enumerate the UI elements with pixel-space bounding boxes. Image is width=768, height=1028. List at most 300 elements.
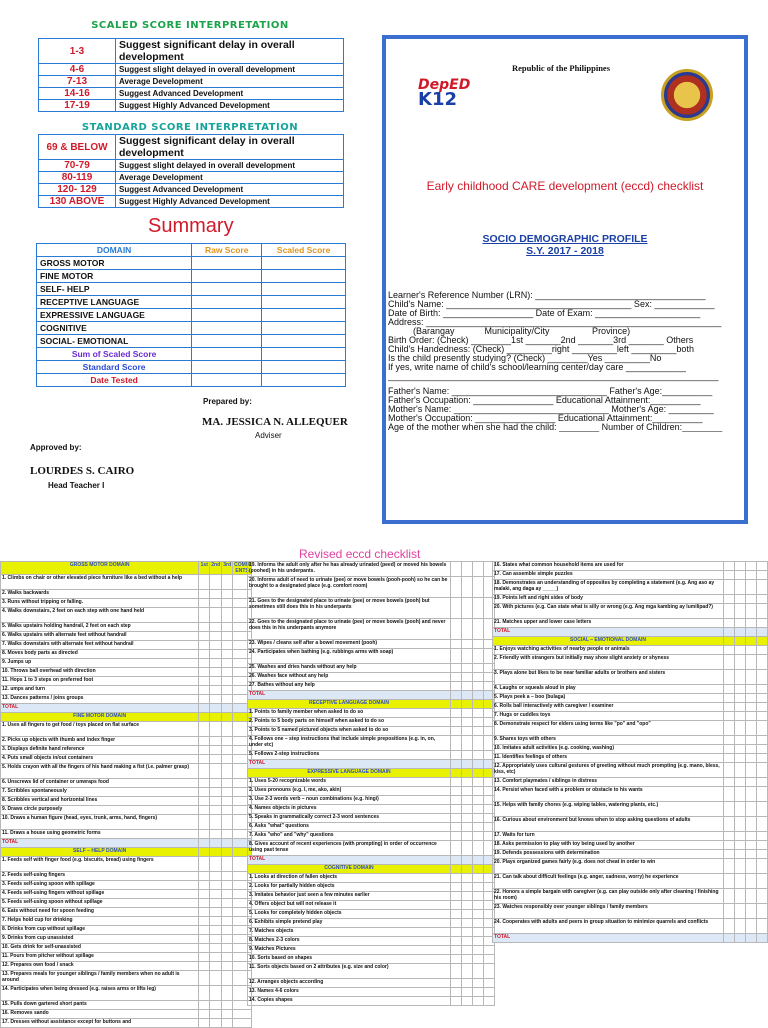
rating-cell[interactable] [451, 682, 462, 691]
rating-cell[interactable] [746, 841, 757, 850]
rating-cell[interactable] [462, 718, 473, 727]
rating-cell[interactable] [473, 727, 484, 736]
rating-cell[interactable] [473, 964, 484, 979]
rating-cell[interactable] [222, 953, 233, 962]
rating-cell[interactable] [724, 841, 735, 850]
rating-cell[interactable] [462, 874, 473, 883]
rating-cell[interactable] [735, 628, 746, 637]
rating-cell[interactable] [222, 623, 233, 632]
rating-cell[interactable] [724, 832, 735, 841]
profile-form-line[interactable]: Child's Name: _____________________________________ Sex: ____________ [388, 299, 715, 309]
rating-cell[interactable] [473, 874, 484, 883]
rating-cell[interactable] [462, 832, 473, 841]
rating-cell[interactable] [210, 1010, 222, 1019]
rating-cell[interactable] [222, 926, 233, 935]
rating-cell[interactable] [735, 817, 746, 832]
rating-cell[interactable] [210, 737, 222, 746]
rating-cell[interactable] [757, 685, 768, 694]
rating-cell[interactable] [222, 797, 233, 806]
rating-cell[interactable] [746, 595, 757, 604]
rating-cell[interactable] [451, 919, 462, 928]
rating-cell[interactable] [210, 632, 222, 641]
rating-cell[interactable] [746, 859, 757, 874]
rating-cell[interactable] [735, 595, 746, 604]
rating-cell[interactable] [199, 857, 210, 872]
rating-cell[interactable] [462, 619, 473, 640]
rating-cell[interactable] [724, 919, 735, 934]
rating-cell[interactable] [199, 575, 210, 590]
rating-cell[interactable] [451, 709, 462, 718]
rating-cell[interactable] [746, 628, 757, 637]
rating-cell[interactable] [451, 964, 462, 979]
scaled-score-cell[interactable] [262, 374, 346, 387]
rating-cell[interactable] [473, 814, 484, 823]
rating-cell[interactable] [210, 608, 222, 623]
rating-cell[interactable] [757, 919, 768, 934]
rating-cell[interactable] [735, 754, 746, 763]
rating-cell[interactable] [724, 571, 735, 580]
rating-cell[interactable] [451, 760, 462, 769]
rating-cell[interactable] [451, 727, 462, 736]
rating-cell[interactable] [233, 1010, 252, 1019]
rating-cell[interactable] [473, 796, 484, 805]
rating-cell[interactable] [473, 598, 484, 619]
rating-cell[interactable] [210, 575, 222, 590]
rating-cell[interactable] [735, 562, 746, 571]
rating-cell[interactable] [451, 718, 462, 727]
rating-cell[interactable] [222, 779, 233, 788]
rating-cell[interactable] [746, 571, 757, 580]
rating-cell[interactable] [462, 814, 473, 823]
rating-cell[interactable] [735, 859, 746, 874]
rating-cell[interactable] [757, 562, 768, 571]
scaled-score-cell[interactable] [262, 335, 346, 348]
rating-cell[interactable] [222, 764, 233, 779]
rating-cell[interactable] [724, 721, 735, 736]
rating-cell[interactable] [451, 619, 462, 640]
rating-cell[interactable] [462, 997, 473, 1006]
profile-form-line[interactable]: Mother's Name: _______________________________ Mother's Age: _________ [388, 404, 714, 414]
rating-cell[interactable] [735, 646, 746, 655]
rating-cell[interactable] [757, 721, 768, 736]
rating-cell[interactable] [746, 580, 757, 595]
rating-cell[interactable] [210, 704, 222, 713]
rating-cell[interactable] [724, 736, 735, 745]
rating-cell[interactable] [222, 695, 233, 704]
rating-cell[interactable] [757, 745, 768, 754]
rating-cell[interactable] [746, 874, 757, 889]
rating-cell[interactable] [724, 595, 735, 604]
rating-cell[interactable] [462, 946, 473, 955]
rating-cell[interactable] [724, 754, 735, 763]
rating-cell[interactable] [210, 899, 222, 908]
rating-cell[interactable] [462, 751, 473, 760]
rating-cell[interactable] [199, 590, 210, 599]
rating-cell[interactable] [451, 883, 462, 892]
rating-cell[interactable] [199, 668, 210, 677]
profile-form-line[interactable]: Learner's Reference Number (LRN): __________________________________ [388, 291, 706, 300]
rating-cell[interactable] [757, 754, 768, 763]
rating-cell[interactable] [484, 946, 495, 955]
scaled-score-cell[interactable] [262, 361, 346, 374]
rating-cell[interactable] [222, 755, 233, 764]
rating-cell[interactable] [462, 964, 473, 979]
rating-cell[interactable] [199, 1010, 210, 1019]
rating-cell[interactable] [451, 823, 462, 832]
rating-cell[interactable] [473, 955, 484, 964]
rating-cell[interactable] [462, 937, 473, 946]
rating-cell[interactable] [210, 641, 222, 650]
rating-cell[interactable] [473, 682, 484, 691]
rating-cell[interactable] [462, 577, 473, 598]
rating-cell[interactable] [757, 670, 768, 685]
rating-cell[interactable] [222, 788, 233, 797]
rating-cell[interactable] [462, 640, 473, 649]
rating-cell[interactable] [484, 997, 495, 1006]
rating-cell[interactable] [724, 604, 735, 619]
rating-cell[interactable] [222, 1010, 233, 1019]
profile-form-line[interactable]: Is the child presently studying? (Check) ________Yes _________No [388, 353, 662, 363]
rating-cell[interactable] [451, 778, 462, 787]
profile-form-line[interactable]: Father's Name: _______________________________ Father's Age:__________ [388, 386, 713, 396]
rating-cell[interactable] [210, 815, 222, 830]
rating-cell[interactable] [199, 695, 210, 704]
rating-cell[interactable] [735, 685, 746, 694]
rating-cell[interactable] [735, 874, 746, 889]
rating-cell[interactable] [735, 919, 746, 934]
rating-cell[interactable] [199, 986, 210, 1001]
rating-cell[interactable] [199, 899, 210, 908]
rating-cell[interactable] [199, 686, 210, 695]
scaled-score-cell[interactable] [262, 296, 346, 309]
rating-cell[interactable] [222, 890, 233, 899]
rating-cell[interactable] [222, 908, 233, 917]
rating-cell[interactable] [222, 599, 233, 608]
rating-cell[interactable] [757, 571, 768, 580]
rating-cell[interactable] [199, 926, 210, 935]
rating-cell[interactable] [462, 901, 473, 910]
rating-cell[interactable] [473, 760, 484, 769]
rating-cell[interactable] [462, 664, 473, 673]
rating-cell[interactable] [473, 691, 484, 700]
rating-cell[interactable] [233, 1019, 252, 1028]
rating-cell[interactable] [473, 856, 484, 865]
rating-cell[interactable] [746, 763, 757, 778]
rating-cell[interactable] [735, 571, 746, 580]
rating-cell[interactable] [757, 736, 768, 745]
rating-cell[interactable] [199, 632, 210, 641]
rating-cell[interactable] [462, 649, 473, 664]
rating-cell[interactable] [746, 889, 757, 904]
rating-cell[interactable] [757, 712, 768, 721]
rating-cell[interactable] [451, 856, 462, 865]
rating-cell[interactable] [462, 682, 473, 691]
rating-cell[interactable] [473, 640, 484, 649]
rating-cell[interactable] [757, 787, 768, 802]
rating-cell[interactable] [462, 736, 473, 751]
rating-cell[interactable] [451, 805, 462, 814]
rating-cell[interactable] [222, 962, 233, 971]
raw-score-cell[interactable] [192, 335, 262, 348]
rating-cell[interactable] [451, 814, 462, 823]
rating-cell[interactable] [210, 779, 222, 788]
rating-cell[interactable] [473, 988, 484, 997]
profile-form-line[interactable]: Date of Birth: __________________ Date of Exam: _____________________ [388, 308, 701, 318]
rating-cell[interactable] [210, 1001, 222, 1010]
raw-score-cell[interactable] [192, 309, 262, 322]
rating-cell[interactable] [451, 664, 462, 673]
profile-form-line[interactable]: Address: ___________________________________________________________ [388, 317, 722, 327]
rating-cell[interactable] [757, 595, 768, 604]
rating-cell[interactable] [746, 802, 757, 817]
rating-cell[interactable] [210, 986, 222, 1001]
rating-cell[interactable] [222, 872, 233, 881]
rating-cell[interactable] [210, 890, 222, 899]
rating-cell[interactable] [222, 1001, 233, 1010]
rating-cell[interactable] [222, 686, 233, 695]
rating-cell[interactable] [222, 746, 233, 755]
rating-cell[interactable] [757, 655, 768, 670]
rating-cell[interactable] [746, 685, 757, 694]
rating-cell[interactable] [735, 721, 746, 736]
rating-cell[interactable] [746, 655, 757, 670]
rating-cell[interactable] [222, 935, 233, 944]
rating-cell[interactable] [462, 562, 473, 577]
rating-cell[interactable] [757, 628, 768, 637]
rating-cell[interactable] [735, 580, 746, 595]
rating-cell[interactable] [222, 659, 233, 668]
rating-cell[interactable] [484, 955, 495, 964]
rating-cell[interactable] [757, 763, 768, 778]
rating-cell[interactable] [746, 694, 757, 703]
rating-cell[interactable] [746, 850, 757, 859]
rating-cell[interactable] [473, 577, 484, 598]
rating-cell[interactable] [724, 655, 735, 670]
rating-cell[interactable] [199, 1001, 210, 1010]
rating-cell[interactable] [199, 650, 210, 659]
rating-cell[interactable] [199, 953, 210, 962]
rating-cell[interactable] [210, 806, 222, 815]
rating-cell[interactable] [735, 832, 746, 841]
rating-cell[interactable] [473, 562, 484, 577]
rating-cell[interactable] [199, 830, 210, 839]
rating-cell[interactable] [473, 619, 484, 640]
rating-cell[interactable] [199, 764, 210, 779]
rating-cell[interactable] [724, 787, 735, 802]
rating-cell[interactable] [724, 889, 735, 904]
rating-cell[interactable] [462, 892, 473, 901]
rating-cell[interactable] [724, 874, 735, 889]
rating-cell[interactable] [210, 686, 222, 695]
rating-cell[interactable] [746, 619, 757, 628]
rating-cell[interactable] [473, 919, 484, 928]
rating-cell[interactable] [735, 904, 746, 919]
rating-cell[interactable] [199, 839, 210, 848]
rating-cell[interactable] [199, 746, 210, 755]
rating-cell[interactable] [462, 856, 473, 865]
rating-cell[interactable] [462, 883, 473, 892]
rating-cell[interactable] [473, 718, 484, 727]
raw-score-cell[interactable] [192, 348, 262, 361]
rating-cell[interactable] [473, 736, 484, 751]
raw-score-cell[interactable] [192, 361, 262, 374]
rating-cell[interactable] [462, 787, 473, 796]
rating-cell[interactable] [222, 881, 233, 890]
scaled-score-cell[interactable] [262, 309, 346, 322]
rating-cell[interactable] [210, 746, 222, 755]
rating-cell[interactable] [757, 778, 768, 787]
rating-cell[interactable] [222, 899, 233, 908]
rating-cell[interactable] [757, 694, 768, 703]
rating-cell[interactable] [724, 904, 735, 919]
rating-cell[interactable] [757, 874, 768, 889]
rating-cell[interactable] [222, 668, 233, 677]
rating-cell[interactable] [222, 815, 233, 830]
rating-cell[interactable] [724, 685, 735, 694]
rating-cell[interactable] [473, 649, 484, 664]
rating-cell[interactable] [199, 641, 210, 650]
rating-cell[interactable] [210, 590, 222, 599]
rating-cell[interactable] [473, 979, 484, 988]
rating-cell[interactable] [757, 619, 768, 628]
rating-cell[interactable] [724, 628, 735, 637]
rating-cell[interactable] [222, 839, 233, 848]
rating-cell[interactable] [210, 659, 222, 668]
rating-cell[interactable] [473, 928, 484, 937]
rating-cell[interactable] [473, 841, 484, 856]
rating-cell[interactable] [199, 971, 210, 986]
rating-cell[interactable] [199, 704, 210, 713]
rating-cell[interactable] [757, 604, 768, 619]
rating-cell[interactable] [735, 619, 746, 628]
rating-cell[interactable] [451, 955, 462, 964]
rating-cell[interactable] [473, 787, 484, 796]
rating-cell[interactable] [222, 590, 233, 599]
rating-cell[interactable] [451, 988, 462, 997]
profile-form-line[interactable]: If yes, write name of child's school/learning center/day care ____________ [388, 362, 686, 372]
rating-cell[interactable] [757, 889, 768, 904]
rating-cell[interactable] [210, 971, 222, 986]
rating-cell[interactable] [746, 934, 757, 943]
rating-cell[interactable] [724, 763, 735, 778]
rating-cell[interactable] [451, 928, 462, 937]
rating-cell[interactable] [462, 760, 473, 769]
rating-cell[interactable] [757, 850, 768, 859]
rating-cell[interactable] [451, 787, 462, 796]
raw-score-cell[interactable] [192, 283, 262, 296]
rating-cell[interactable] [210, 962, 222, 971]
rating-cell[interactable] [473, 751, 484, 760]
rating-cell[interactable] [757, 859, 768, 874]
rating-cell[interactable] [757, 580, 768, 595]
rating-cell[interactable] [746, 736, 757, 745]
rating-cell[interactable] [451, 751, 462, 760]
rating-cell[interactable] [735, 778, 746, 787]
rating-cell[interactable] [451, 796, 462, 805]
rating-cell[interactable] [724, 817, 735, 832]
rating-cell[interactable] [210, 764, 222, 779]
rating-cell[interactable] [199, 962, 210, 971]
rating-cell[interactable] [735, 670, 746, 685]
rating-cell[interactable] [462, 805, 473, 814]
profile-form-line[interactable]: Father's Occupation: ________________ Educational Attainment:__________ [388, 395, 701, 405]
rating-cell[interactable] [473, 883, 484, 892]
rating-cell[interactable] [222, 677, 233, 686]
rating-cell[interactable] [451, 598, 462, 619]
rating-cell[interactable] [462, 778, 473, 787]
rating-cell[interactable] [210, 944, 222, 953]
rating-cell[interactable] [210, 722, 222, 737]
rating-cell[interactable] [451, 874, 462, 883]
rating-cell[interactable] [473, 901, 484, 910]
rating-cell[interactable] [724, 745, 735, 754]
rating-cell[interactable] [473, 709, 484, 718]
rating-cell[interactable] [222, 608, 233, 623]
rating-cell[interactable] [451, 841, 462, 856]
rating-cell[interactable] [210, 830, 222, 839]
rating-cell[interactable] [199, 944, 210, 953]
rating-cell[interactable] [473, 937, 484, 946]
rating-cell[interactable] [473, 910, 484, 919]
rating-cell[interactable] [462, 988, 473, 997]
rating-cell[interactable] [210, 650, 222, 659]
rating-cell[interactable] [462, 955, 473, 964]
raw-score-cell[interactable] [192, 322, 262, 335]
rating-cell[interactable] [724, 802, 735, 817]
rating-cell[interactable] [222, 806, 233, 815]
raw-score-cell[interactable] [192, 374, 262, 387]
rating-cell[interactable] [746, 754, 757, 763]
rating-cell[interactable] [462, 691, 473, 700]
rating-cell[interactable] [210, 953, 222, 962]
rating-cell[interactable] [451, 997, 462, 1006]
rating-cell[interactable] [451, 910, 462, 919]
scaled-score-cell[interactable] [262, 257, 346, 270]
rating-cell[interactable] [724, 859, 735, 874]
rating-cell[interactable] [735, 745, 746, 754]
rating-cell[interactable] [222, 857, 233, 872]
rating-cell[interactable] [199, 755, 210, 764]
rating-cell[interactable] [473, 778, 484, 787]
rating-cell[interactable] [746, 712, 757, 721]
rating-cell[interactable] [222, 917, 233, 926]
rating-cell[interactable] [199, 917, 210, 926]
rating-cell[interactable] [451, 673, 462, 682]
rating-cell[interactable] [199, 737, 210, 746]
rating-cell[interactable] [199, 788, 210, 797]
rating-cell[interactable] [199, 908, 210, 917]
rating-cell[interactable] [222, 704, 233, 713]
rating-cell[interactable] [473, 823, 484, 832]
rating-cell[interactable] [210, 755, 222, 764]
rating-cell[interactable] [199, 890, 210, 899]
rating-cell[interactable] [210, 1019, 222, 1028]
rating-cell[interactable] [222, 971, 233, 986]
rating-cell[interactable] [746, 745, 757, 754]
rating-cell[interactable] [222, 986, 233, 1001]
rating-cell[interactable] [724, 619, 735, 628]
rating-cell[interactable] [757, 904, 768, 919]
rating-cell[interactable] [757, 703, 768, 712]
rating-cell[interactable] [199, 659, 210, 668]
rating-cell[interactable] [735, 712, 746, 721]
rating-cell[interactable] [746, 832, 757, 841]
rating-cell[interactable] [757, 841, 768, 850]
rating-cell[interactable] [462, 823, 473, 832]
rating-cell[interactable] [724, 778, 735, 787]
rating-cell[interactable] [222, 944, 233, 953]
rating-cell[interactable] [451, 892, 462, 901]
